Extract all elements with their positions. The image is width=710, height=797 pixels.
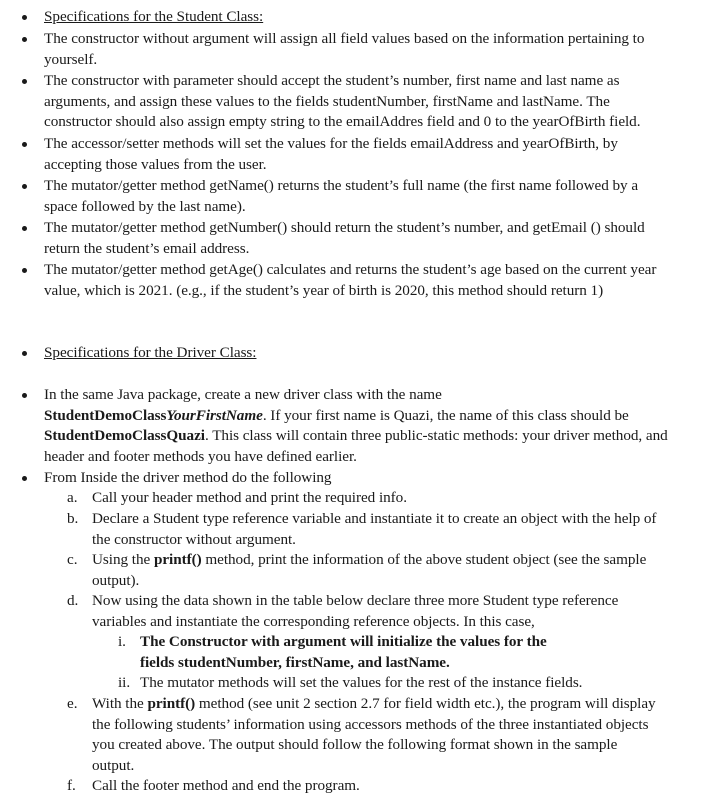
class-name-example: StudentDemoClassQuazi: [44, 427, 205, 445]
step-b-text: Declare a Student type reference variable and instantiate it to create an object with the help of the constructor without argument.: [92, 510, 657, 548]
substep-i-marker: i.: [118, 633, 126, 650]
printf-code-2: printf(): [147, 695, 196, 712]
student-spec-item-2: The constructor with parameter should accept the student’s number, first name and last name as arguments, and assign these values to the fields studentNumber, firstName and lastName. The constructor should also assign empty string to the emailAddres field and 0 to the yearOfBirth field.: [44, 72, 641, 131]
step-c-pre: Using the: [92, 551, 154, 568]
class-name-placeholder: YourFirstName: [166, 406, 263, 424]
driver-spec-item-1: [44, 385, 674, 467]
driver-item1-text-b: . If your first name is Quazi, the name of this class should be: [262, 406, 629, 424]
bullet-heading-driver: [22, 351, 27, 356]
step-f-marker: f.: [67, 777, 76, 794]
step-b-marker: b.: [67, 510, 79, 527]
driver-item1-text-a: In the same Java package, create a new driver class with the name: [44, 386, 442, 403]
step-d-text: Now using the data shown in the table below declare three more Student type reference variables and instantiate the corresponding reference objects. In this case,: [92, 592, 619, 630]
step-e-pre: With the: [92, 695, 148, 712]
driver-item1-text-c: . This class will contain three public-static methods: your driver method, and header and footer methods you have defined earlier.: [44, 427, 668, 465]
bullet-student-1: [22, 37, 27, 42]
substep-i-text: The Constructor with argument will initialize the values for the fields studentNumber, firstName, and lastName.: [140, 633, 547, 671]
step-e-text: [92, 694, 657, 776]
student-spec-item-5: The mutator/getter method getNumber() should return the student’s number, and getEmail () should return the student’s email address.: [44, 219, 645, 257]
substep-ii-text: The mutator methods will set the values for the rest of the instance fields.: [140, 674, 583, 691]
step-f-text: Call the footer method and end the program.: [92, 777, 360, 794]
bullet-driver-1: [22, 393, 27, 398]
bullet-student-2: [22, 79, 27, 84]
step-a-marker: a.: [67, 489, 78, 506]
step-c-text: [92, 550, 657, 591]
bullet-heading-student: [22, 15, 27, 20]
bullet-driver-2: [22, 476, 27, 481]
step-c-post: method, print the information of the above student object (see the sample output).: [92, 551, 647, 589]
bullet-student-3: [22, 142, 27, 147]
driver-section-heading: Specifications for the Driver Class:: [44, 344, 257, 361]
bullet-student-5: [22, 226, 27, 231]
step-d-marker: d.: [67, 592, 79, 609]
step-e-post: method (see unit 2 section 2.7 for field width etc.), the program will display the following students’ information using accessors methods of the three instantiated objects you created above. The output should follow the following format shown in the sample output.: [92, 695, 656, 774]
bullet-student-6: [22, 268, 27, 273]
step-c-marker: c.: [67, 551, 78, 568]
step-a-text: Call your header method and print the required info.: [92, 489, 407, 506]
student-spec-item-4: The mutator/getter method getName() returns the student’s full name (the first name followed by a space followed by the last name).: [44, 177, 639, 215]
student-section-heading: Specifications for the Student Class:: [44, 8, 264, 25]
printf-code: printf(): [153, 551, 202, 568]
substep-ii-marker: ii.: [118, 674, 131, 691]
driver-spec-item-2: From Inside the driver method do the following: [44, 469, 332, 486]
class-name-base: StudentDemoClass: [44, 406, 167, 424]
student-spec-item-1: The constructor without argument will assign all field values based on the information pertaining to yourself.: [44, 30, 645, 68]
student-spec-item-6: The mutator/getter method getAge() calculates and returns the student’s age based on the current year value, which is 2021. (e.g., if the student’s year of birth is 2020, this method should return 1): [44, 261, 657, 299]
step-e-marker: e.: [67, 695, 78, 712]
student-spec-item-3: The accessor/setter methods will set the values for the fields emailAddress and yearOfBirth, by accepting those values from the user.: [44, 135, 618, 173]
bullet-student-4: [22, 184, 27, 189]
